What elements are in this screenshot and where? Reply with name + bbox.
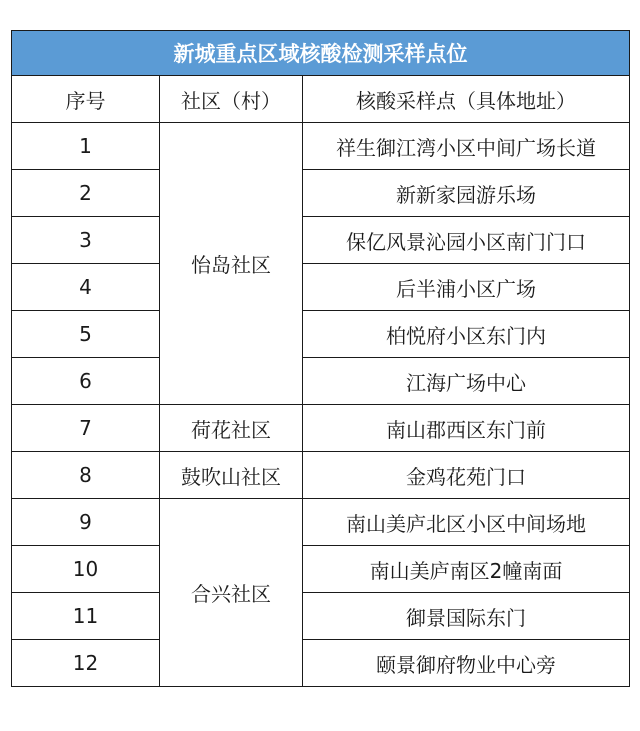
row-address: 后半浦小区广场 bbox=[303, 264, 630, 311]
table-row bbox=[12, 264, 630, 311]
row-address: 柏悦府小区东门内 bbox=[303, 311, 630, 358]
row-address: 新新家园游乐场 bbox=[303, 170, 630, 217]
header-address: 核酸采样点（具体地址） bbox=[303, 76, 630, 123]
row-address: 南山美庐南区2幢南面 bbox=[303, 546, 630, 593]
community-cell: 鼓吹山社区 bbox=[160, 452, 303, 499]
table-row bbox=[12, 217, 630, 264]
table-row bbox=[12, 593, 630, 640]
row-index: 8 bbox=[12, 452, 160, 499]
table-row bbox=[12, 358, 630, 405]
header-index: 序号 bbox=[12, 76, 160, 123]
row-index: 11 bbox=[12, 593, 160, 640]
row-address: 南山郡西区东门前 bbox=[303, 405, 630, 452]
table-row bbox=[12, 405, 630, 452]
row-address: 颐景御府物业中心旁 bbox=[303, 640, 630, 687]
row-index: 12 bbox=[12, 640, 160, 687]
row-index: 3 bbox=[12, 217, 160, 264]
community-cell: 怡岛社区 bbox=[160, 123, 303, 405]
row-index: 5 bbox=[12, 311, 160, 358]
table-row bbox=[12, 311, 630, 358]
row-index: 4 bbox=[12, 264, 160, 311]
table-row bbox=[12, 546, 630, 593]
row-index: 6 bbox=[12, 358, 160, 405]
community-cell: 荷花社区 bbox=[160, 405, 303, 452]
table-row bbox=[12, 123, 630, 170]
sampling-sites-table bbox=[11, 30, 630, 687]
header-community: 社区（村） bbox=[160, 76, 303, 123]
row-address: 保亿风景沁园小区南门门口 bbox=[303, 217, 630, 264]
table-title: 新城重点区域核酸检测采样点位 bbox=[12, 31, 630, 76]
header-row bbox=[12, 76, 630, 123]
row-index: 1 bbox=[12, 123, 160, 170]
row-index: 7 bbox=[12, 405, 160, 452]
row-index: 9 bbox=[12, 499, 160, 546]
row-address: 江海广场中心 bbox=[303, 358, 630, 405]
row-address: 南山美庐北区小区中间场地 bbox=[303, 499, 630, 546]
community-cell: 合兴社区 bbox=[160, 499, 303, 687]
row-address: 金鸡花苑门口 bbox=[303, 452, 630, 499]
table-row bbox=[12, 499, 630, 546]
table-row bbox=[12, 640, 630, 687]
row-address: 御景国际东门 bbox=[303, 593, 630, 640]
row-index: 10 bbox=[12, 546, 160, 593]
row-address: 祥生御江湾小区中间广场长道 bbox=[303, 123, 630, 170]
row-index: 2 bbox=[12, 170, 160, 217]
table-row bbox=[12, 170, 630, 217]
table-row bbox=[12, 452, 630, 499]
